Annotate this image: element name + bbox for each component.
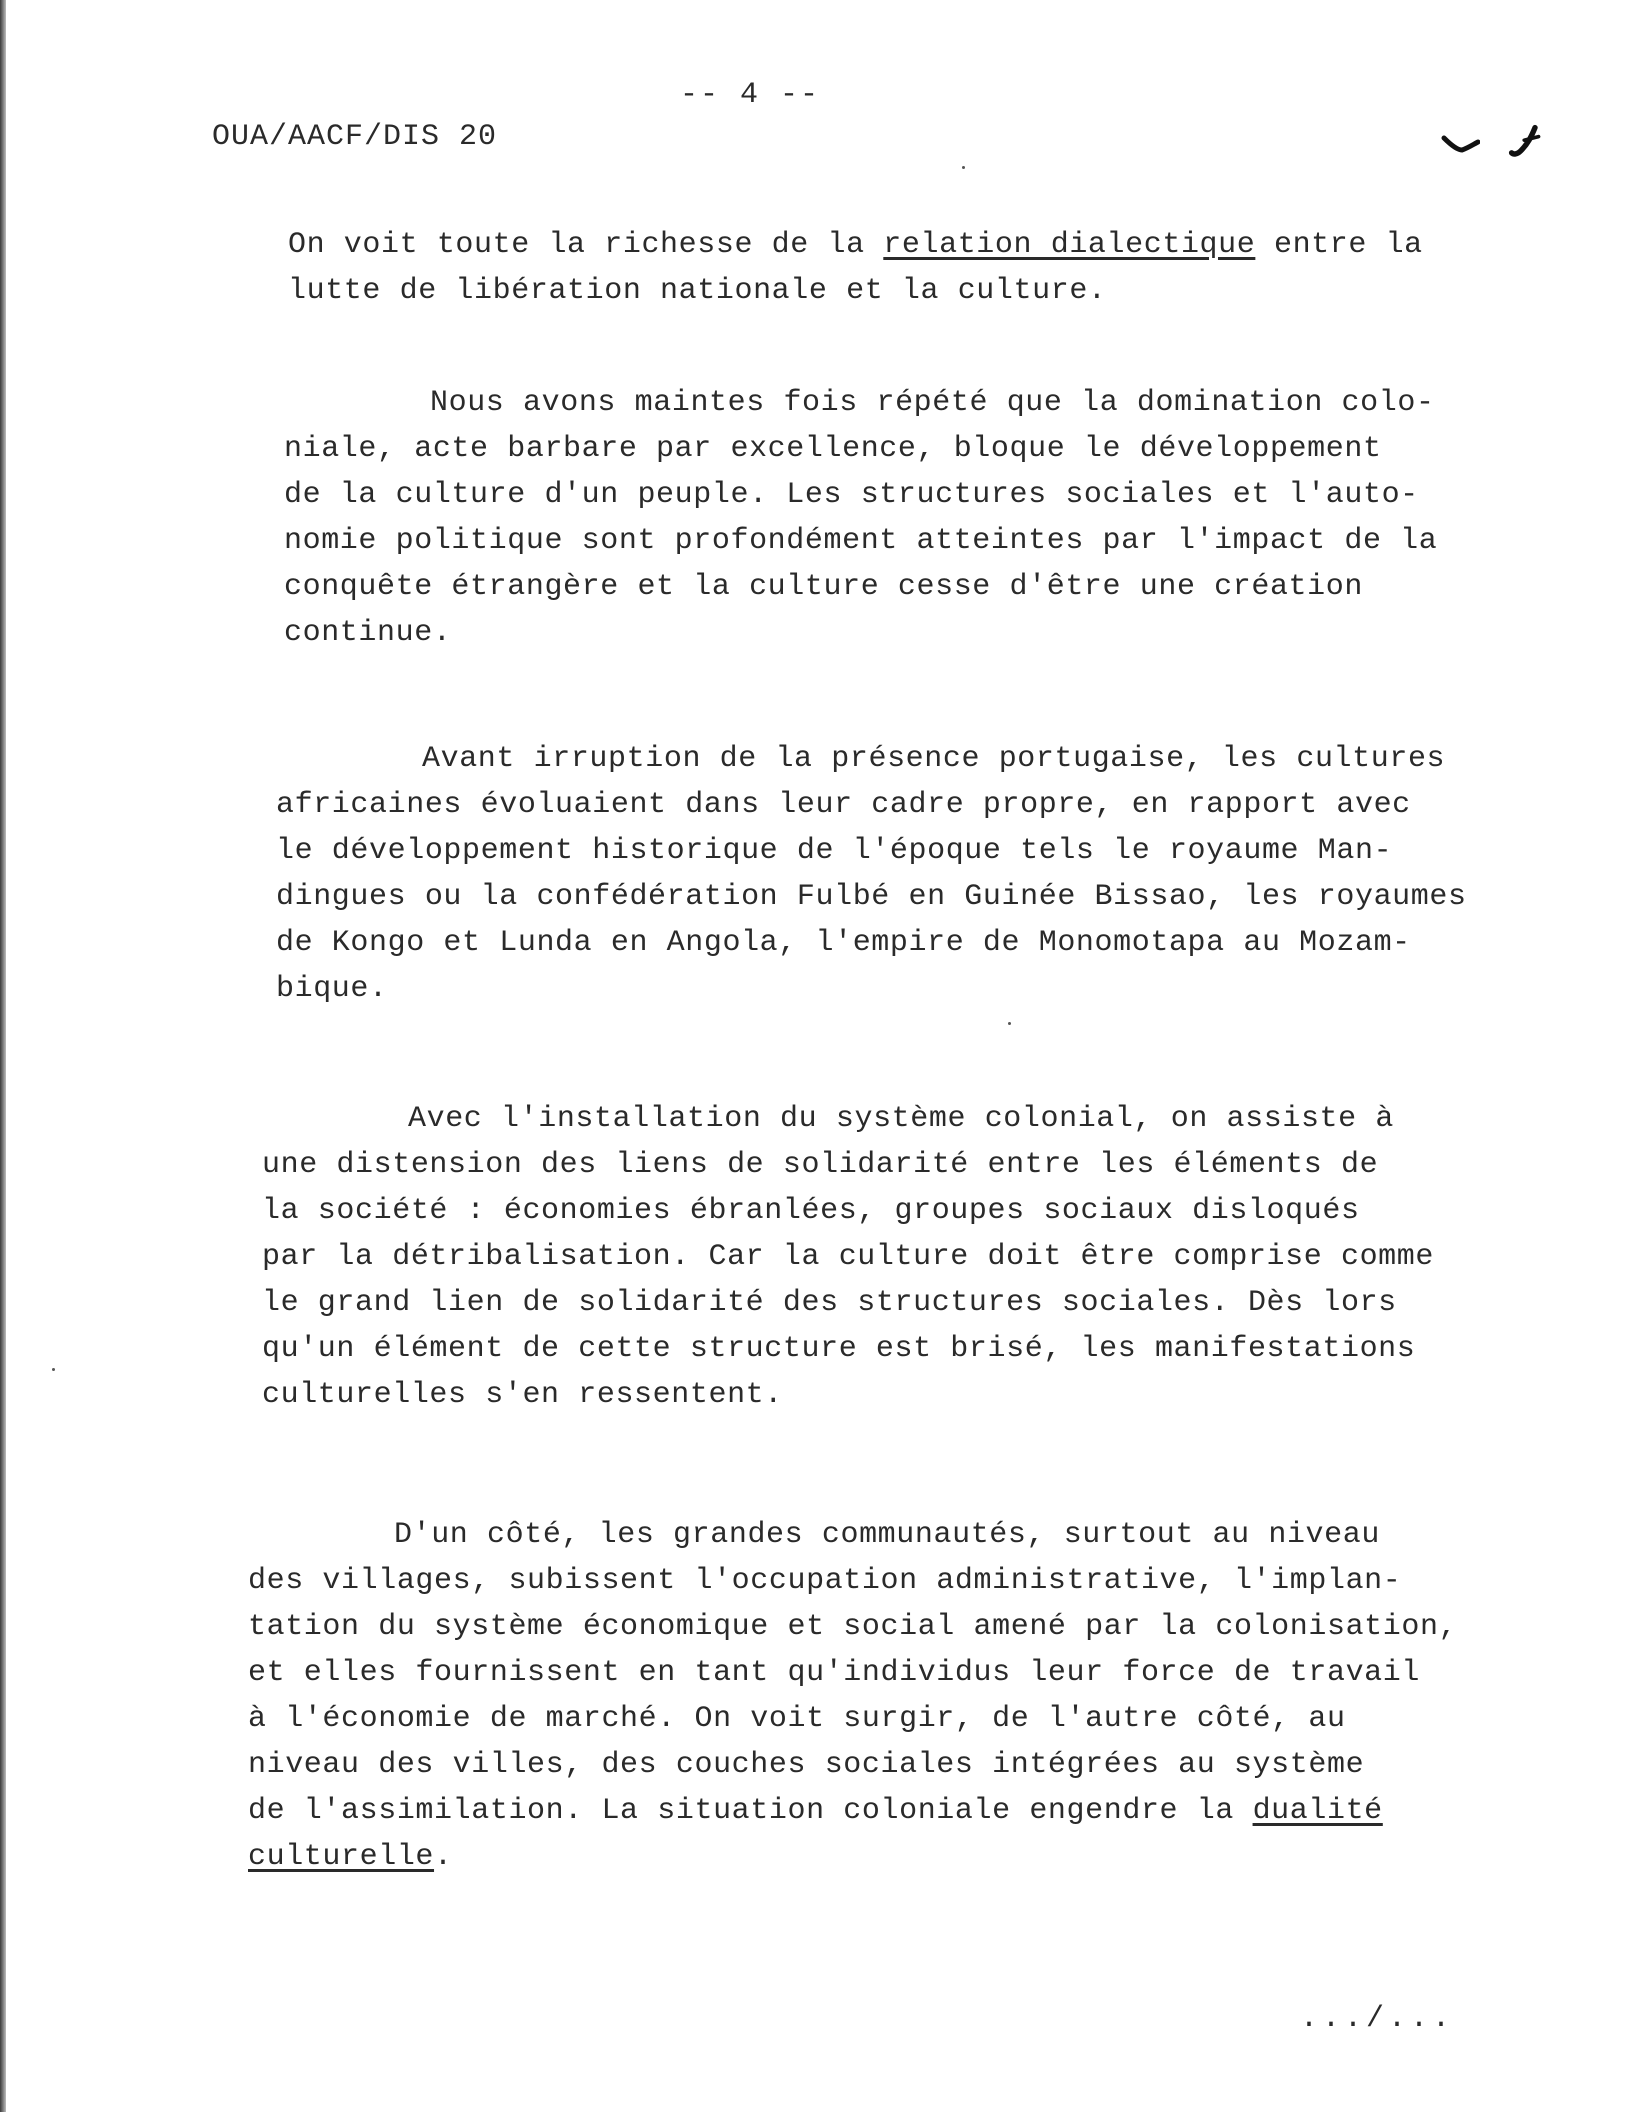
text-line <box>262 1326 1434 1372</box>
text-run: de Kongo et Lunda en Angola, l'empire de Monomotapa au Mozam- <box>276 926 1411 960</box>
text-run: continue. <box>284 616 452 650</box>
text-run: niveau des villes, des couches sociales intégrées au système <box>248 1748 1365 1782</box>
text-line <box>248 1696 1457 1742</box>
paragraph <box>284 380 1437 656</box>
text-run: culturelles s'en ressentent. <box>262 1378 783 1412</box>
text-line <box>284 380 1437 426</box>
scan-speck <box>962 166 965 169</box>
text-line <box>288 268 1423 314</box>
handwritten-ink-mark <box>1506 124 1546 160</box>
text-line <box>248 1604 1457 1650</box>
text-run: Avec l'installation du système colonial, on assiste à <box>408 1102 1394 1136</box>
text-line <box>248 1512 1457 1558</box>
text-run: africaines évoluaient dans leur cadre propre, en rapport avec <box>276 788 1411 822</box>
continuation-marker: .../... <box>1300 2002 1455 2036</box>
text-line <box>276 736 1467 782</box>
text-line <box>248 1788 1457 1834</box>
text-run: de l'assimilation. La situation coloniale engendre la <box>248 1794 1253 1828</box>
text-run: bique. <box>276 972 388 1006</box>
text-run: Nous avons maintes fois répété que la domination colo- <box>430 386 1435 420</box>
underlined-text: culturelle <box>248 1840 435 1874</box>
text-run: et elles fournissent en tant qu'individus leur force de travail <box>248 1656 1420 1690</box>
scan-edge <box>0 0 6 2112</box>
text-line <box>288 222 1423 268</box>
text-line <box>284 518 1437 564</box>
text-line <box>284 564 1437 610</box>
text-line <box>248 1650 1457 1696</box>
handwritten-tick-mark <box>1440 128 1480 164</box>
text-run: le développement historique de l'époque tels le royaume Man- <box>276 834 1393 868</box>
text-run: lutte de libération nationale et la culture. <box>288 274 1107 308</box>
text-run: une distension des liens de solidarité entre les éléments de <box>262 1148 1379 1182</box>
text-line <box>262 1372 1434 1418</box>
text-line <box>262 1142 1434 1188</box>
text-run: de la culture d'un peuple. Les structures sociales et l'auto- <box>284 478 1419 512</box>
text-line <box>262 1188 1434 1234</box>
text-run: . <box>434 1840 453 1874</box>
text-run: entre la <box>1255 228 1423 262</box>
text-line <box>284 472 1437 518</box>
document-reference: OUA/AACF/DIS 20 <box>212 120 498 154</box>
text-line <box>284 610 1437 656</box>
text-run: niale, acte barbare par excellence, bloque le développement <box>284 432 1382 466</box>
text-run: qu'un élément de cette structure est brisé, les manifestations <box>262 1332 1416 1366</box>
text-run: On voit toute la richesse de la <box>288 228 884 262</box>
paragraph <box>288 222 1423 314</box>
scan-speck <box>1008 1022 1011 1025</box>
text-line <box>276 874 1467 920</box>
paragraph <box>248 1512 1457 1880</box>
paragraph <box>262 1096 1434 1418</box>
text-line <box>248 1742 1457 1788</box>
text-run: tation du système économique et social amené par la colonisation, <box>248 1610 1458 1644</box>
text-line <box>276 920 1467 966</box>
page-number: -- 4 -- <box>680 78 821 112</box>
underlined-text: dualité <box>1252 1794 1383 1828</box>
text-run: dingues ou la confédération Fulbé en Guinée Bissao, les royaumes <box>276 880 1467 914</box>
text-line <box>248 1834 1457 1880</box>
text-line <box>262 1280 1434 1326</box>
text-run: D'un côté, les grandes communautés, surtout au niveau <box>394 1518 1380 1552</box>
underlined-text: relation dialectique <box>883 228 1256 262</box>
text-run: des villages, subissent l'occupation administrative, l'implan- <box>248 1564 1402 1598</box>
scan-speck <box>52 1368 55 1371</box>
text-line <box>248 1558 1457 1604</box>
text-line <box>262 1096 1434 1142</box>
text-run: le grand lien de solidarité des structures sociales. Dès lors <box>262 1286 1397 1320</box>
text-run: la société : économies ébranlées, groupes sociaux disloqués <box>262 1194 1360 1228</box>
text-line <box>276 966 1467 1012</box>
text-line <box>284 426 1437 472</box>
text-line <box>276 828 1467 874</box>
text-line <box>276 782 1467 828</box>
text-run: par la détribalisation. Car la culture doit être comprise comme <box>262 1240 1434 1274</box>
text-run: Avant irruption de la présence portugaise, les cultures <box>422 742 1446 776</box>
text-line <box>262 1234 1434 1280</box>
text-run: nomie politique sont profondément atteintes par l'impact de la <box>284 524 1438 558</box>
paragraph <box>276 736 1467 1012</box>
text-run: conquête étrangère et la culture cesse d'être une création <box>284 570 1363 604</box>
text-run: à l'économie de marché. On voit surgir, de l'autre côté, au <box>248 1702 1346 1736</box>
